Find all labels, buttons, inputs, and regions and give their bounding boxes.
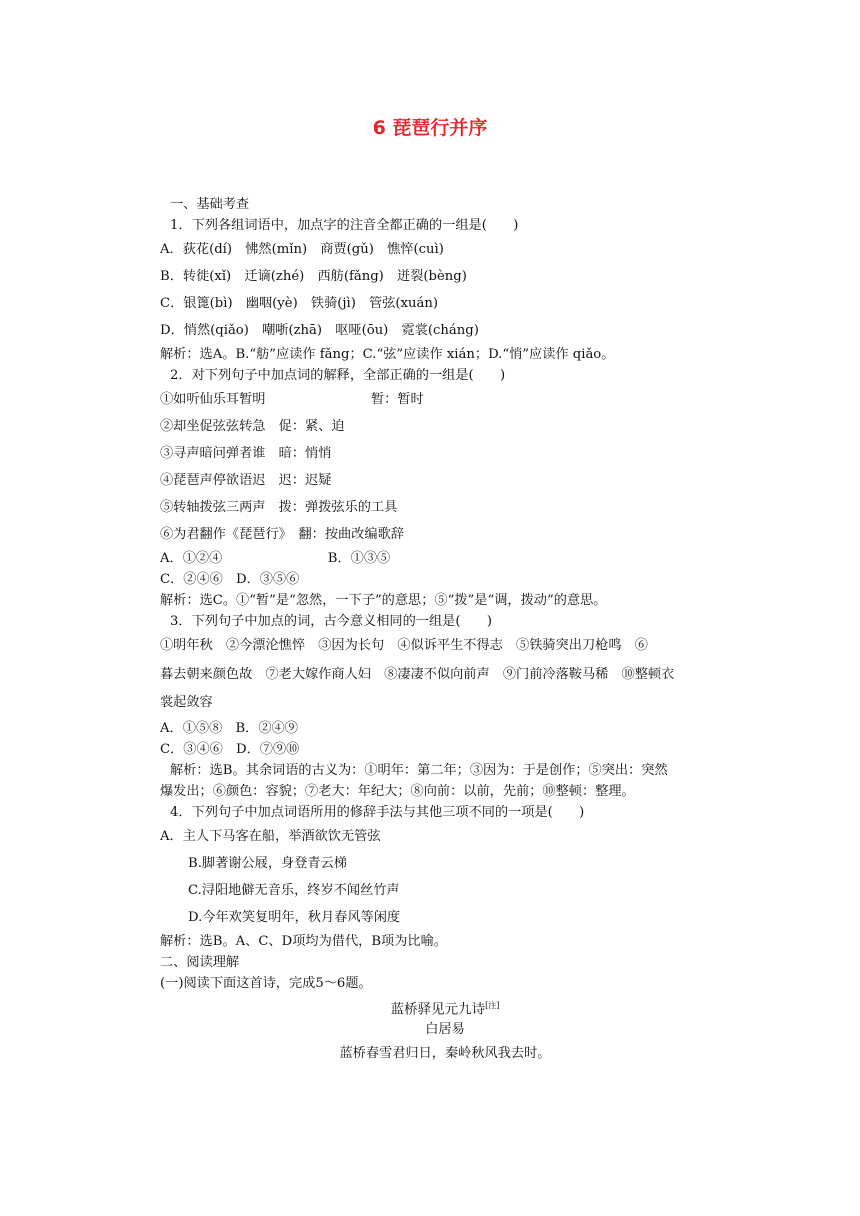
text-line: ①如听仙乐耳暂明 暂：暂时 [160,392,424,407]
text-line: C．②④⑥ D．③⑤⑥ [160,572,300,587]
text-line: A．①②④ B．①③⑤ [160,551,391,566]
text-line: ⑥为君翻作《琵琶行》 翻：按曲改编歌辞 [160,527,404,542]
text-line: B．转徙(xǐ) 迁谪(zhé) 西舫(fǎng) 迸裂(bèng) [160,269,467,284]
text-line: 3．下列句子中加点的词，古今意义相同的一组是( ) [170,614,492,629]
text-line: ③寻声暗问弹者谁 暗：悄悄 [160,446,332,461]
text-line: A．荻花(dí) 怫然(mǐn) 商贾(gǔ) 憔悴(cuì) [160,242,444,257]
text-line: 暮去朝来颜色故 ⑦老大嫁作商人妇 ⑧凄凄不似向前声 ⑨门前冷落鞍马稀 ⑩整顿衣 [160,666,675,682]
text-line: 裳起敛容 [160,695,213,710]
poem-title [160,994,730,1018]
text-line: 4．下列句子中加点词语所用的修辞手法与其他三项不同的一项是( ) [170,804,585,820]
text-line: ④琵琶声停欲语迟 迟：迟疑 [160,473,332,488]
text-line: 一、基础考查 [170,197,250,212]
poem-line: 蓝桥春雪君归日，秦岭秋风我去时。 [339,1045,551,1061]
text-line: 解析：选B。A、C、D项均为借代，B项为比喻。 [160,933,447,949]
text-line: D．悄然(qiǎo) 嘲哳(zhā) 呕哑(ōu) 霓裳(cháng) [160,323,479,338]
text-line: 解析：选C。①“暂”是“忽然，一下子”的意思；⑤“拨”是“调，拨动”的意思。 [160,593,607,608]
text-line: A．主人下马客在船，举酒欲饮无管弦 [160,828,381,844]
text-line: C．③④⑥ D．⑦⑨⑩ [160,741,300,757]
document-body [160,194,730,1066]
poem-title-text: 蓝桥驿见元九诗 [390,1001,486,1017]
text-line: 解析：选B。其余词语的古义为：①明年：第二年；③因为：于是创作；⑤突出：突然 [170,762,668,778]
poem-author: 白居易 [425,1021,465,1037]
page-title: 6 琵琶行并序 [372,117,488,139]
text-line: 解析：选A。B.“舫”应读作 fǎng；C.“弦”应读作 xián；D.“悄”应读作 qiǎo。 [160,347,615,362]
text-line: 二、阅读理解 [160,954,240,970]
text-line: (一)阅读下面这首诗，完成5～6题。 [160,975,372,991]
text-line: 爆发出；⑥颜色：容貌；⑦老大：年纪大；⑧向前：以前，先前；⑩整顿：整理。 [160,783,635,799]
text-line: D.今年欢笑复明年，秋月春风等闲度 [188,909,401,925]
text-line: ②却坐促弦弦转急 促：紧、迫 [160,419,345,434]
text-lines [160,194,730,994]
text-line: 2．对下列句子中加点词的解释，全部正确的一组是( ) [170,368,506,383]
text-line: A．①⑤⑧ B．②④⑨ [160,720,298,736]
text-line: ①明年秋 ②今漂沦憔悴 ③因为长句 ④似诉平生不得志 ⑤铁骑突出刀枪鸣 ⑥ [160,638,648,653]
text-line: 1．下列各组词语中，加点字的注音全都正确的一组是( ) [170,218,519,233]
text-line: ⑤转轴拨弦三两声 拨：弹拨弦乐的工具 [160,500,398,515]
text-line: C.浔阳地僻无音乐，终岁不闻丝竹声 [188,882,400,898]
text-line: B.脚著谢公屐，身登青云梯 [188,855,347,871]
text-line: C．银篦(bì) 幽咽(yè) 铁骑(jì) 管弦(xuán) [160,296,439,311]
poem-note-mark: [注] [485,1000,500,1010]
